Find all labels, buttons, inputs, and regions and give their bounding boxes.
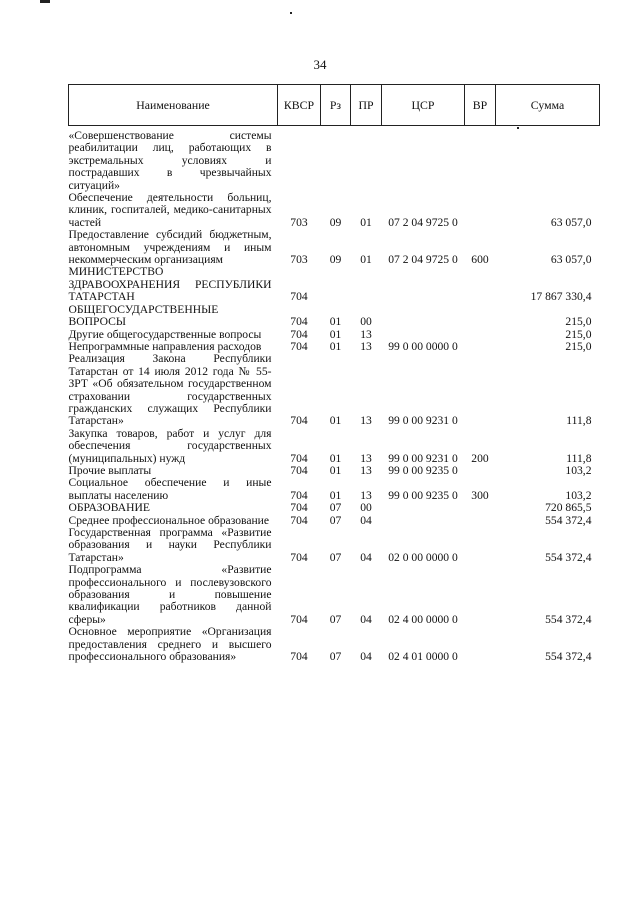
cell-vr	[465, 341, 496, 353]
cell-name: Предоставление субсидий бюджетным, автономным учреждениям и иным некоммерческим организациям	[68, 228, 272, 267]
cell-rz: 01	[329, 451, 342, 465]
cell-kvsr: 703	[290, 253, 308, 267]
cell-vr	[465, 564, 496, 626]
cell-rz: 01	[329, 488, 342, 502]
cell-sum: 63 057,0	[550, 215, 592, 229]
cell-csr	[382, 126, 465, 193]
cell-vr: 600	[471, 253, 489, 267]
cell-name: Подпрограмма «Развитие профессионального и послевузовского образования и повышение квалификации работников данной сферы»	[68, 563, 272, 626]
page-number: 34	[313, 57, 327, 72]
cell-sum: 215,0	[565, 327, 592, 341]
cell-pr: 13	[360, 463, 372, 477]
cell-vr	[465, 126, 496, 193]
cell-kvsr: 704	[290, 290, 308, 304]
header-kvsr: КВСР	[278, 85, 321, 126]
cell-name: Реализация Закона Республики Татарстан от 14 июля 2012 года № 55-ЗРТ «Об обязательном государственном страховании государственных гражданских служащих Республики Татарстан»	[68, 352, 272, 428]
cell-sum: 17 867 330,4	[530, 290, 592, 304]
cell-rz: 07	[329, 501, 342, 515]
cell-pr: 13	[360, 488, 372, 502]
cell-rz	[321, 266, 351, 303]
header-rz: Рз	[321, 85, 351, 126]
cell-kvsr: 704	[290, 488, 308, 502]
cell-name: «Совершенствование системы реабилитации лиц, работающих в экстремальных условиях и пострадавших в чрезвычайных ситуаций»	[68, 129, 272, 192]
table-row	[69, 229, 600, 266]
cell-kvsr	[278, 126, 321, 193]
cell-csr: 02 4 00 0000 0	[388, 612, 458, 626]
header-name: Наименование	[69, 85, 278, 126]
table-row	[69, 266, 600, 303]
cell-csr: 99 0 00 9231 0	[388, 414, 458, 428]
cell-vr	[465, 266, 496, 303]
cell-vr	[465, 465, 496, 477]
cell-sum: 111,8	[566, 451, 592, 465]
cell-name: МИНИСТЕРСТВО ЗДРАВООХРАНЕНИЯ РЕСПУБЛИКИ ТАТАРСТАН	[68, 265, 272, 304]
cell-vr	[465, 353, 496, 427]
cell-vr: 200	[471, 451, 489, 465]
scan-mark	[40, 0, 50, 3]
cell-kvsr: 704	[290, 550, 308, 564]
table-row	[69, 353, 600, 427]
cell-vr	[465, 192, 496, 229]
cell-csr: 99 0 00 9231 0	[388, 451, 458, 465]
cell-csr: 02 0 00 0000 0	[388, 550, 458, 564]
cell-csr: 02 4 01 0000 0	[388, 650, 458, 664]
cell-name: ОБРАЗОВАНИЕ	[68, 501, 150, 515]
cell-pr: 13	[360, 339, 372, 353]
cell-sum: 720 865,5	[545, 501, 592, 515]
table-row	[69, 626, 600, 663]
cell-pr: 13	[360, 327, 372, 341]
header-vr: ВР	[465, 85, 496, 126]
cell-rz: 07	[329, 650, 342, 664]
header-sum: Сумма	[496, 85, 600, 126]
cell-sum: 554 372,4	[545, 550, 592, 564]
table-body	[69, 126, 600, 664]
cell-pr	[351, 126, 382, 193]
cell-csr: 99 0 00 9235 0	[388, 488, 458, 502]
cell-rz: 01	[329, 315, 342, 329]
cell-name: Социальное обеспечение и иные выплаты населению	[68, 476, 272, 502]
cell-sum: 103,2	[565, 488, 592, 502]
table-row	[69, 502, 600, 514]
cell-sum: 215,0	[565, 315, 592, 329]
table-header-row	[69, 85, 600, 126]
cell-pr: 13	[360, 414, 372, 428]
cell-sum: 103,2	[565, 463, 592, 477]
cell-sum: 554 372,4	[545, 650, 592, 664]
cell-sum: 111,8	[566, 414, 592, 428]
table-row	[69, 126, 600, 193]
cell-kvsr: 704	[290, 501, 308, 515]
cell-rz: 09	[329, 253, 342, 267]
cell-kvsr: 703	[290, 215, 308, 229]
cell-pr: 04	[360, 513, 372, 527]
cell-sum: 215,0	[565, 339, 592, 353]
budget-table	[68, 84, 600, 663]
cell-kvsr: 704	[290, 451, 308, 465]
cell-kvsr: 704	[290, 612, 308, 626]
cell-rz: 01	[329, 339, 342, 353]
cell-rz: 07	[329, 550, 342, 564]
cell-pr: 01	[360, 253, 372, 267]
cell-kvsr: 704	[290, 339, 308, 353]
table-row	[69, 428, 600, 465]
cell-kvsr: 704	[290, 327, 308, 341]
cell-sum: 63 057,0	[550, 253, 592, 267]
cell-name: Прочие выплаты	[68, 463, 152, 477]
cell-vr	[465, 502, 496, 514]
cell-sum: 554 372,4	[545, 612, 592, 626]
cell-rz: 09	[329, 215, 342, 229]
cell-kvsr: 704	[290, 315, 308, 329]
cell-csr: 07 2 04 9725 0	[388, 253, 458, 267]
cell-rz	[321, 126, 351, 193]
cell-pr: 01	[360, 215, 372, 229]
cell-name: Непрограммные направления расходов	[68, 339, 262, 353]
cell-vr	[465, 304, 496, 329]
cell-name: Основное мероприятие «Организация предоставления среднего и высшего профессионального образования»	[68, 625, 272, 664]
cell-rz: 01	[329, 414, 342, 428]
cell-pr: 13	[360, 451, 372, 465]
cell-vr: 300	[471, 488, 489, 502]
cell-vr	[465, 527, 496, 564]
cell-csr	[382, 502, 465, 514]
cell-vr	[465, 626, 496, 663]
cell-csr	[382, 515, 465, 527]
cell-csr: 99 0 00 9235 0	[388, 463, 458, 477]
cell-kvsr: 704	[290, 463, 308, 477]
cell-kvsr: 704	[290, 513, 308, 527]
cell-name: Среднее профессиональное образование	[68, 513, 270, 527]
cell-name: Государственная программа «Развитие образования и науки Республики Татарстан»	[68, 526, 272, 564]
cell-pr	[351, 266, 382, 303]
cell-name: Другие общегосударственные вопросы	[68, 327, 262, 341]
cell-sum: 554 372,4	[545, 513, 592, 527]
table-row	[69, 304, 600, 329]
cell-pr: 04	[360, 612, 372, 626]
cell-pr: 04	[360, 550, 372, 564]
cell-csr	[382, 266, 465, 303]
cell-rz: 01	[329, 327, 342, 341]
cell-kvsr: 704	[290, 650, 308, 664]
cell-pr: 04	[360, 650, 372, 664]
header-pr: ПР	[351, 85, 382, 126]
table-row	[69, 564, 600, 626]
cell-pr: 00	[360, 315, 372, 329]
cell-name: ОБЩЕГОСУДАРСТВЕННЫЕ ВОПРОСЫ	[68, 302, 219, 329]
table-row	[69, 192, 600, 229]
cell-sum	[496, 126, 600, 193]
table-row	[69, 477, 600, 502]
cell-name: Обеспечение деятельности больниц, клиник, госпиталей, медико-санитарных частей	[68, 191, 272, 229]
cell-csr: 07 2 04 9725 0	[388, 215, 458, 229]
cell-vr	[465, 329, 496, 341]
table-row	[69, 527, 600, 564]
cell-pr: 00	[360, 501, 372, 515]
cell-kvsr: 704	[290, 414, 308, 428]
scan-speck	[290, 12, 292, 14]
cell-vr	[465, 515, 496, 527]
cell-csr	[382, 304, 465, 329]
cell-csr: 99 0 00 0000 0	[388, 339, 458, 353]
cell-rz: 01	[329, 463, 342, 477]
cell-name: Закупка товаров, работ и услуг для обеспечения государственных (муниципальных) нужд	[68, 426, 272, 465]
cell-rz: 07	[329, 612, 342, 626]
cell-rz: 07	[329, 513, 342, 527]
header-csr: ЦСР	[382, 85, 465, 126]
